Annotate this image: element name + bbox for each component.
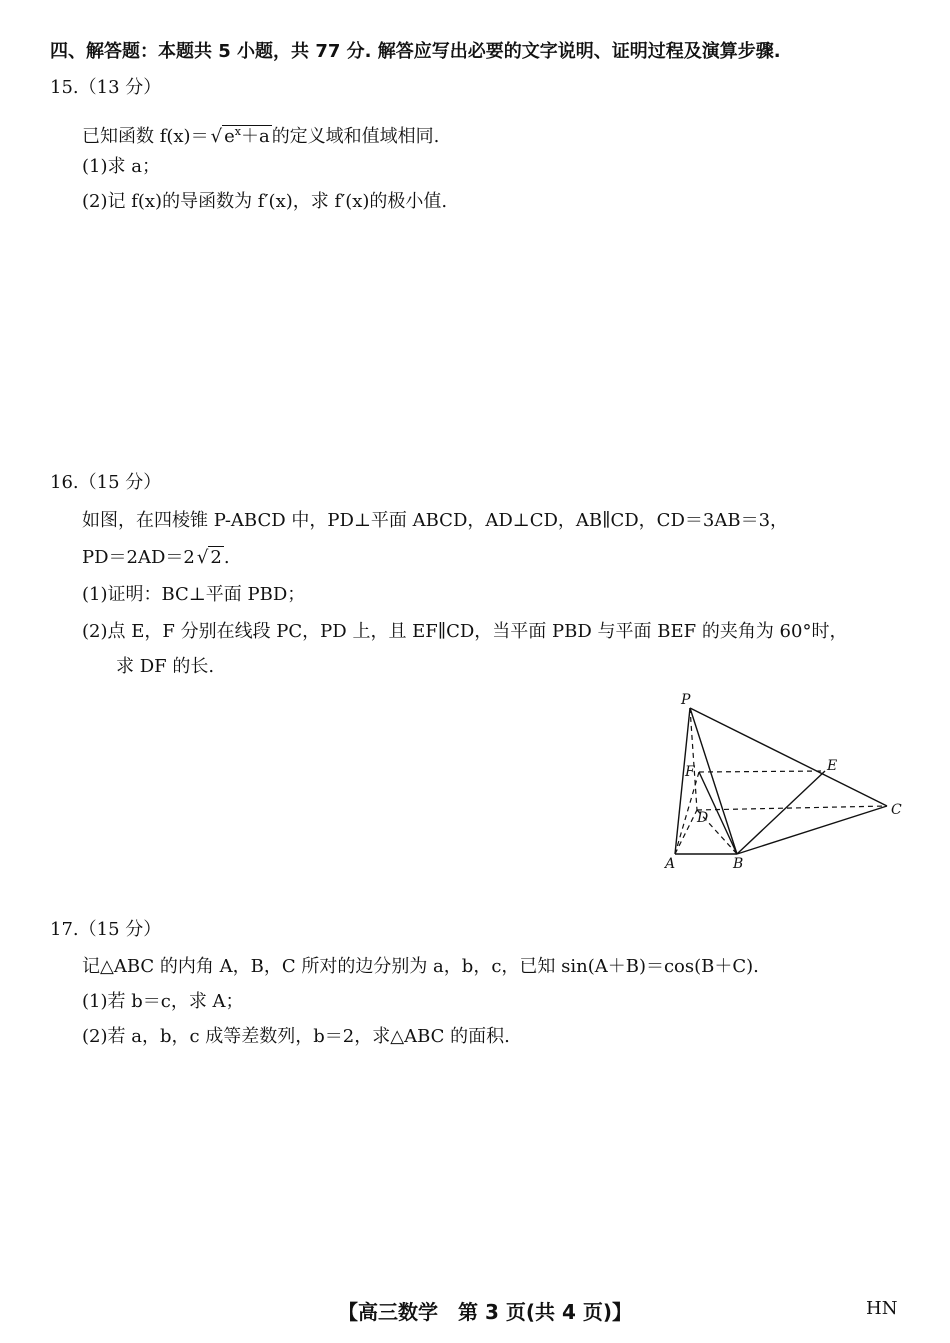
q15-sqrt: √ $e^x+a$ xyxy=(210,125,270,147)
q15-rad-base: e xyxy=(224,126,235,147)
section-heading: 四、解答题：本题共 5 小题，共 77 分. 解答应写出必要的文字说明、证明过程及演算步骤. xyxy=(50,41,781,62)
q15-rad-post: ＋a xyxy=(240,126,270,147)
edge-PA xyxy=(675,708,690,854)
q16-sqrt: √ 2 xyxy=(196,547,222,568)
edge-PB xyxy=(690,708,737,854)
q15-stem-post: 的定义域和值域相同. xyxy=(271,126,440,147)
q16-rad: 2 xyxy=(210,547,222,568)
q17-part2: (2)若 a，b，c 成等差数列，b＝2，求△ABC 的面积. xyxy=(82,1026,510,1047)
q16-part2a: (2)点 E，F 分别在线段 PC，PD 上，且 EF∥CD，当平面 PBD 与平面 BEF 的夹角为 60°时， xyxy=(82,621,848,642)
label-C: C xyxy=(891,802,902,818)
q16-stem2-post: . xyxy=(223,547,230,568)
q16-part1: (1)证明：BC⊥平面 PBD； xyxy=(82,584,306,605)
pyramid-figure xyxy=(655,690,915,875)
q15-stem xyxy=(82,120,439,149)
page-footer: 【高三数学 第 3 页(共 4 页)】 xyxy=(338,1300,632,1324)
edge-DC xyxy=(697,806,887,810)
label-D: D xyxy=(697,810,709,826)
q16-part2b: 求 DF 的长. xyxy=(116,656,215,677)
q17-part1: (1)若 b＝c，求 A； xyxy=(82,991,244,1012)
label-P: P xyxy=(681,692,691,708)
label-B: B xyxy=(733,856,744,872)
q16-stem1: 如图，在四棱锥 P-ABCD 中，PD⊥平面 ABCD，AD⊥CD，AB∥CD，CD＝3AB＝3， xyxy=(82,510,789,531)
q15-number: 15.（13 分） xyxy=(50,77,162,98)
q15-part2: (2)记 f(x)的导函数为 f′(x)，求 f′(x)的极小值. xyxy=(82,191,448,212)
q16-stem2 xyxy=(82,546,230,570)
footer-code: HN xyxy=(866,1298,898,1319)
edge-BC xyxy=(737,806,887,854)
q15-rad-sup: x xyxy=(234,125,241,138)
q17-stem: 记△ABC 的内角 A，B，C 所对的边分别为 a，b，c，已知 sin(A＋B)＝cos(B＋C). xyxy=(82,956,759,977)
q16-stem2-pre: PD＝2AD＝2 xyxy=(82,547,195,568)
edge-PC xyxy=(690,708,887,806)
q15-part1: (1)求 a； xyxy=(82,156,160,177)
q17-number: 17.（15 分） xyxy=(50,919,162,940)
edge-FE xyxy=(699,771,825,772)
label-F: F xyxy=(685,764,695,780)
q15-stem-pre: 已知函数 f(x)＝ xyxy=(82,126,209,147)
label-A: A xyxy=(665,856,676,872)
q16-number: 16.（15 分） xyxy=(50,472,162,493)
edge-BE xyxy=(737,771,825,854)
label-E: E xyxy=(827,758,838,774)
edge-PD xyxy=(690,708,697,810)
